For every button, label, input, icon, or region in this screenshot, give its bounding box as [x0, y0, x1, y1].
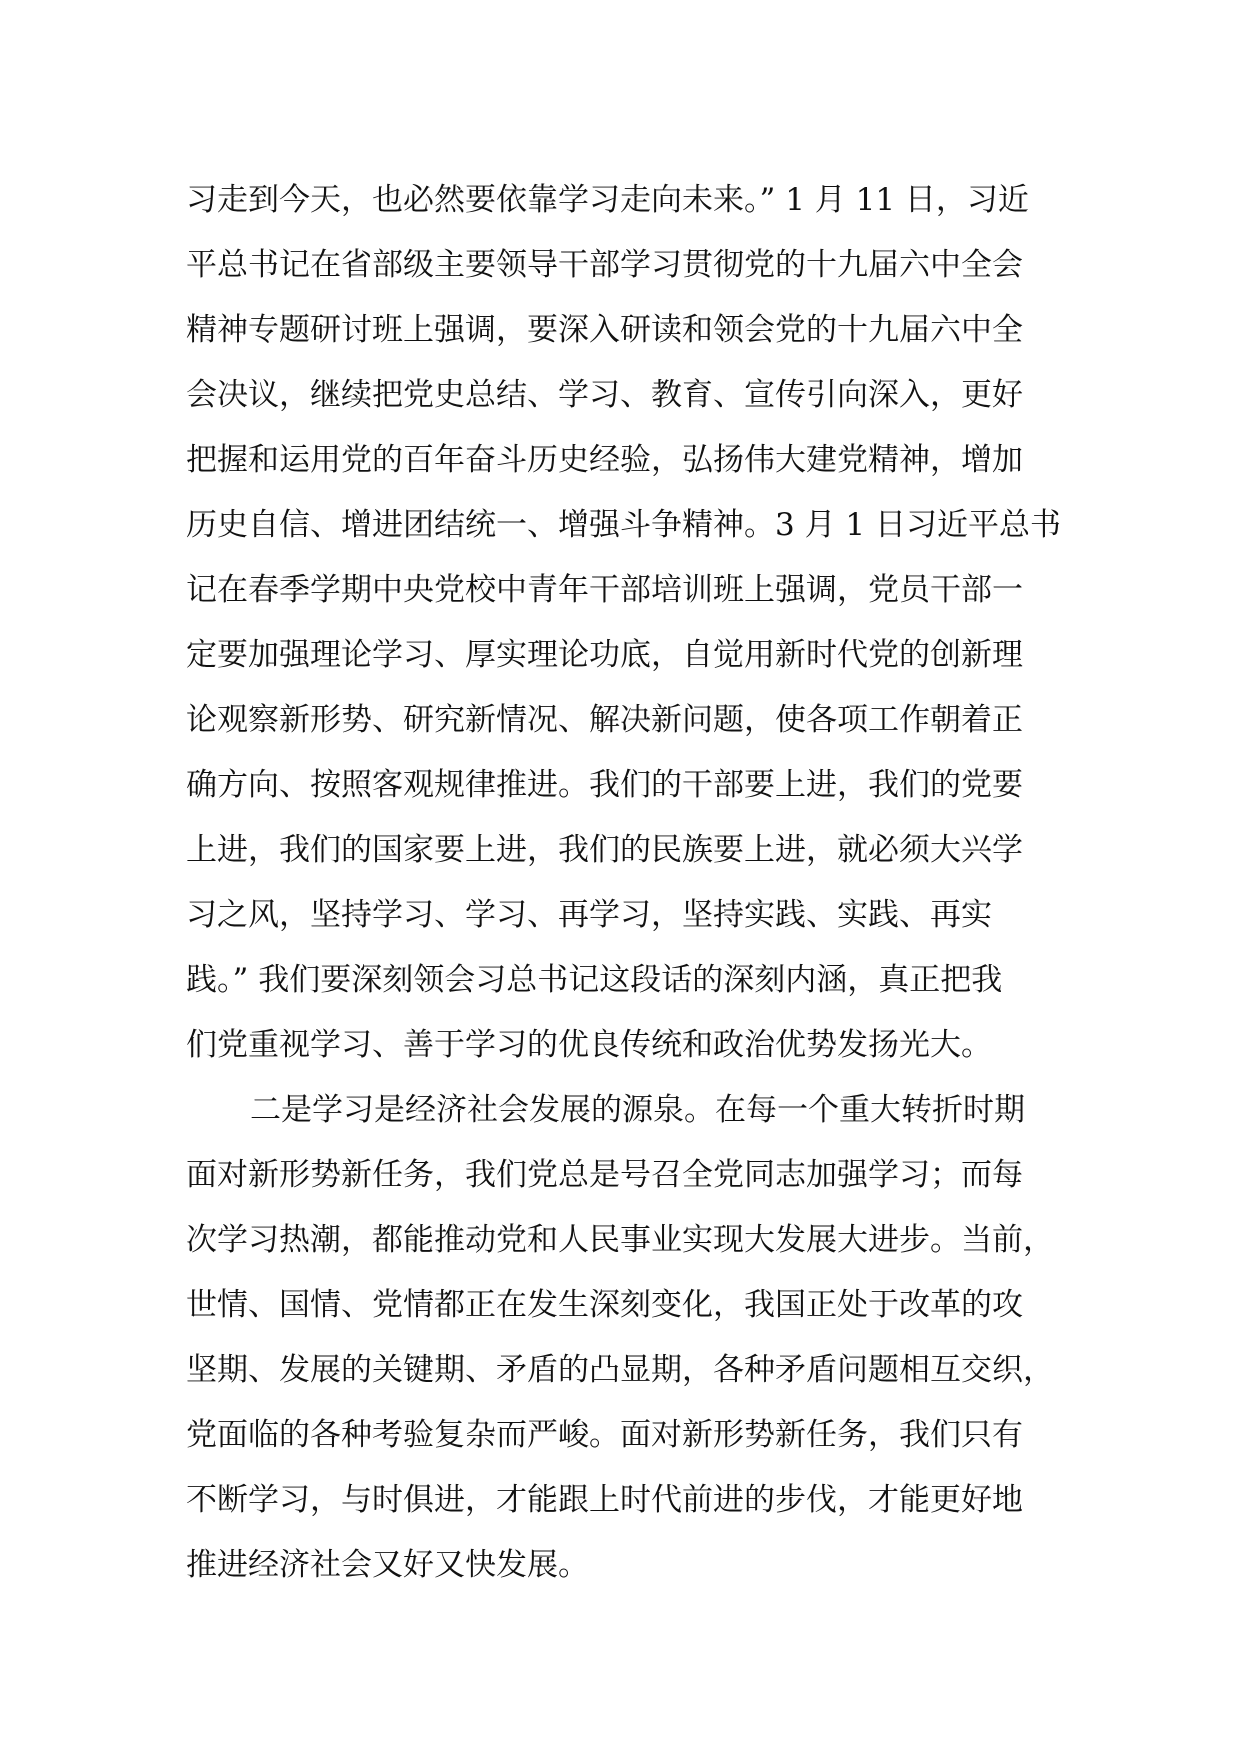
text-line: 次学习热潮，都能推动党和人民事业实现大发展大进步。当前， — [186, 1222, 1054, 1258]
text-line: 们党重视学习、善于学习的优良传统和政治优势发扬光大。 — [186, 1027, 992, 1063]
body-text — [186, 168, 1086, 1598]
text-line: 会决议，继续把党史总结、学习、教育、宣传引向深入，更好 — [186, 377, 1023, 413]
text-line: 论观察新形势、研究新情况、解决新问题，使各项工作朝着正 — [186, 702, 1023, 738]
text-line: 定要加强理论学习、厚实理论功底，自觉用新时代党的创新理 — [186, 637, 1023, 673]
text-line: 习走到今天，也必然要依靠学习走向未来。” 1 月 11 日，习近 — [186, 182, 1029, 218]
text-line: 精神专题研讨班上强调，要深入研读和领会党的十九届六中全 — [186, 312, 1023, 348]
text-line: 不断学习，与时俱进，才能跟上时代前进的步伐，才能更好地 — [186, 1482, 1023, 1518]
text-line: 把握和运用党的百年奋斗历史经验，弘扬伟大建党精神，增加 — [186, 442, 1023, 478]
text-line: 世情、国情、党情都正在发生深刻变化，我国正处于改革的攻 — [186, 1287, 1023, 1323]
text-line: 习之风，坚持学习、学习、再学习，坚持实践、实践、再实 — [186, 897, 992, 933]
text-line: 二是学习是经济社会发展的源泉。在每一个重大转折时期 — [250, 1092, 1025, 1128]
text-line: 党面临的各种考验复杂而严峻。面对新形势新任务，我们只有 — [186, 1417, 1023, 1453]
text-line: 坚期、发展的关键期、矛盾的凸显期，各种矛盾问题相互交织， — [186, 1352, 1054, 1388]
text-line: 践。” 我们要深刻领会习总书记这段话的深刻内涵，真正把我 — [186, 962, 1003, 998]
text-line: 历史自信、增进团结统一、增强斗争精神。3 月 1 日习近平总书 — [186, 507, 1062, 543]
paragraph — [186, 168, 1086, 1078]
text-line: 上进，我们的国家要上进，我们的民族要上进，就必须大兴学 — [186, 832, 1023, 868]
text-line: 确方向、按照客观规律推进。我们的干部要上进，我们的党要 — [186, 767, 1023, 803]
text-line: 平总书记在省部级主要领导干部学习贯彻党的十九届六中全会 — [186, 247, 1023, 283]
text-line: 记在春季学期中央党校中青年干部培训班上强调，党员干部一 — [186, 572, 1023, 608]
text-line: 面对新形势新任务，我们党总是号召全党同志加强学习；而每 — [186, 1157, 1023, 1193]
text-line: 推进经济社会又好又快发展。 — [186, 1547, 589, 1583]
paragraph — [186, 1078, 1086, 1598]
